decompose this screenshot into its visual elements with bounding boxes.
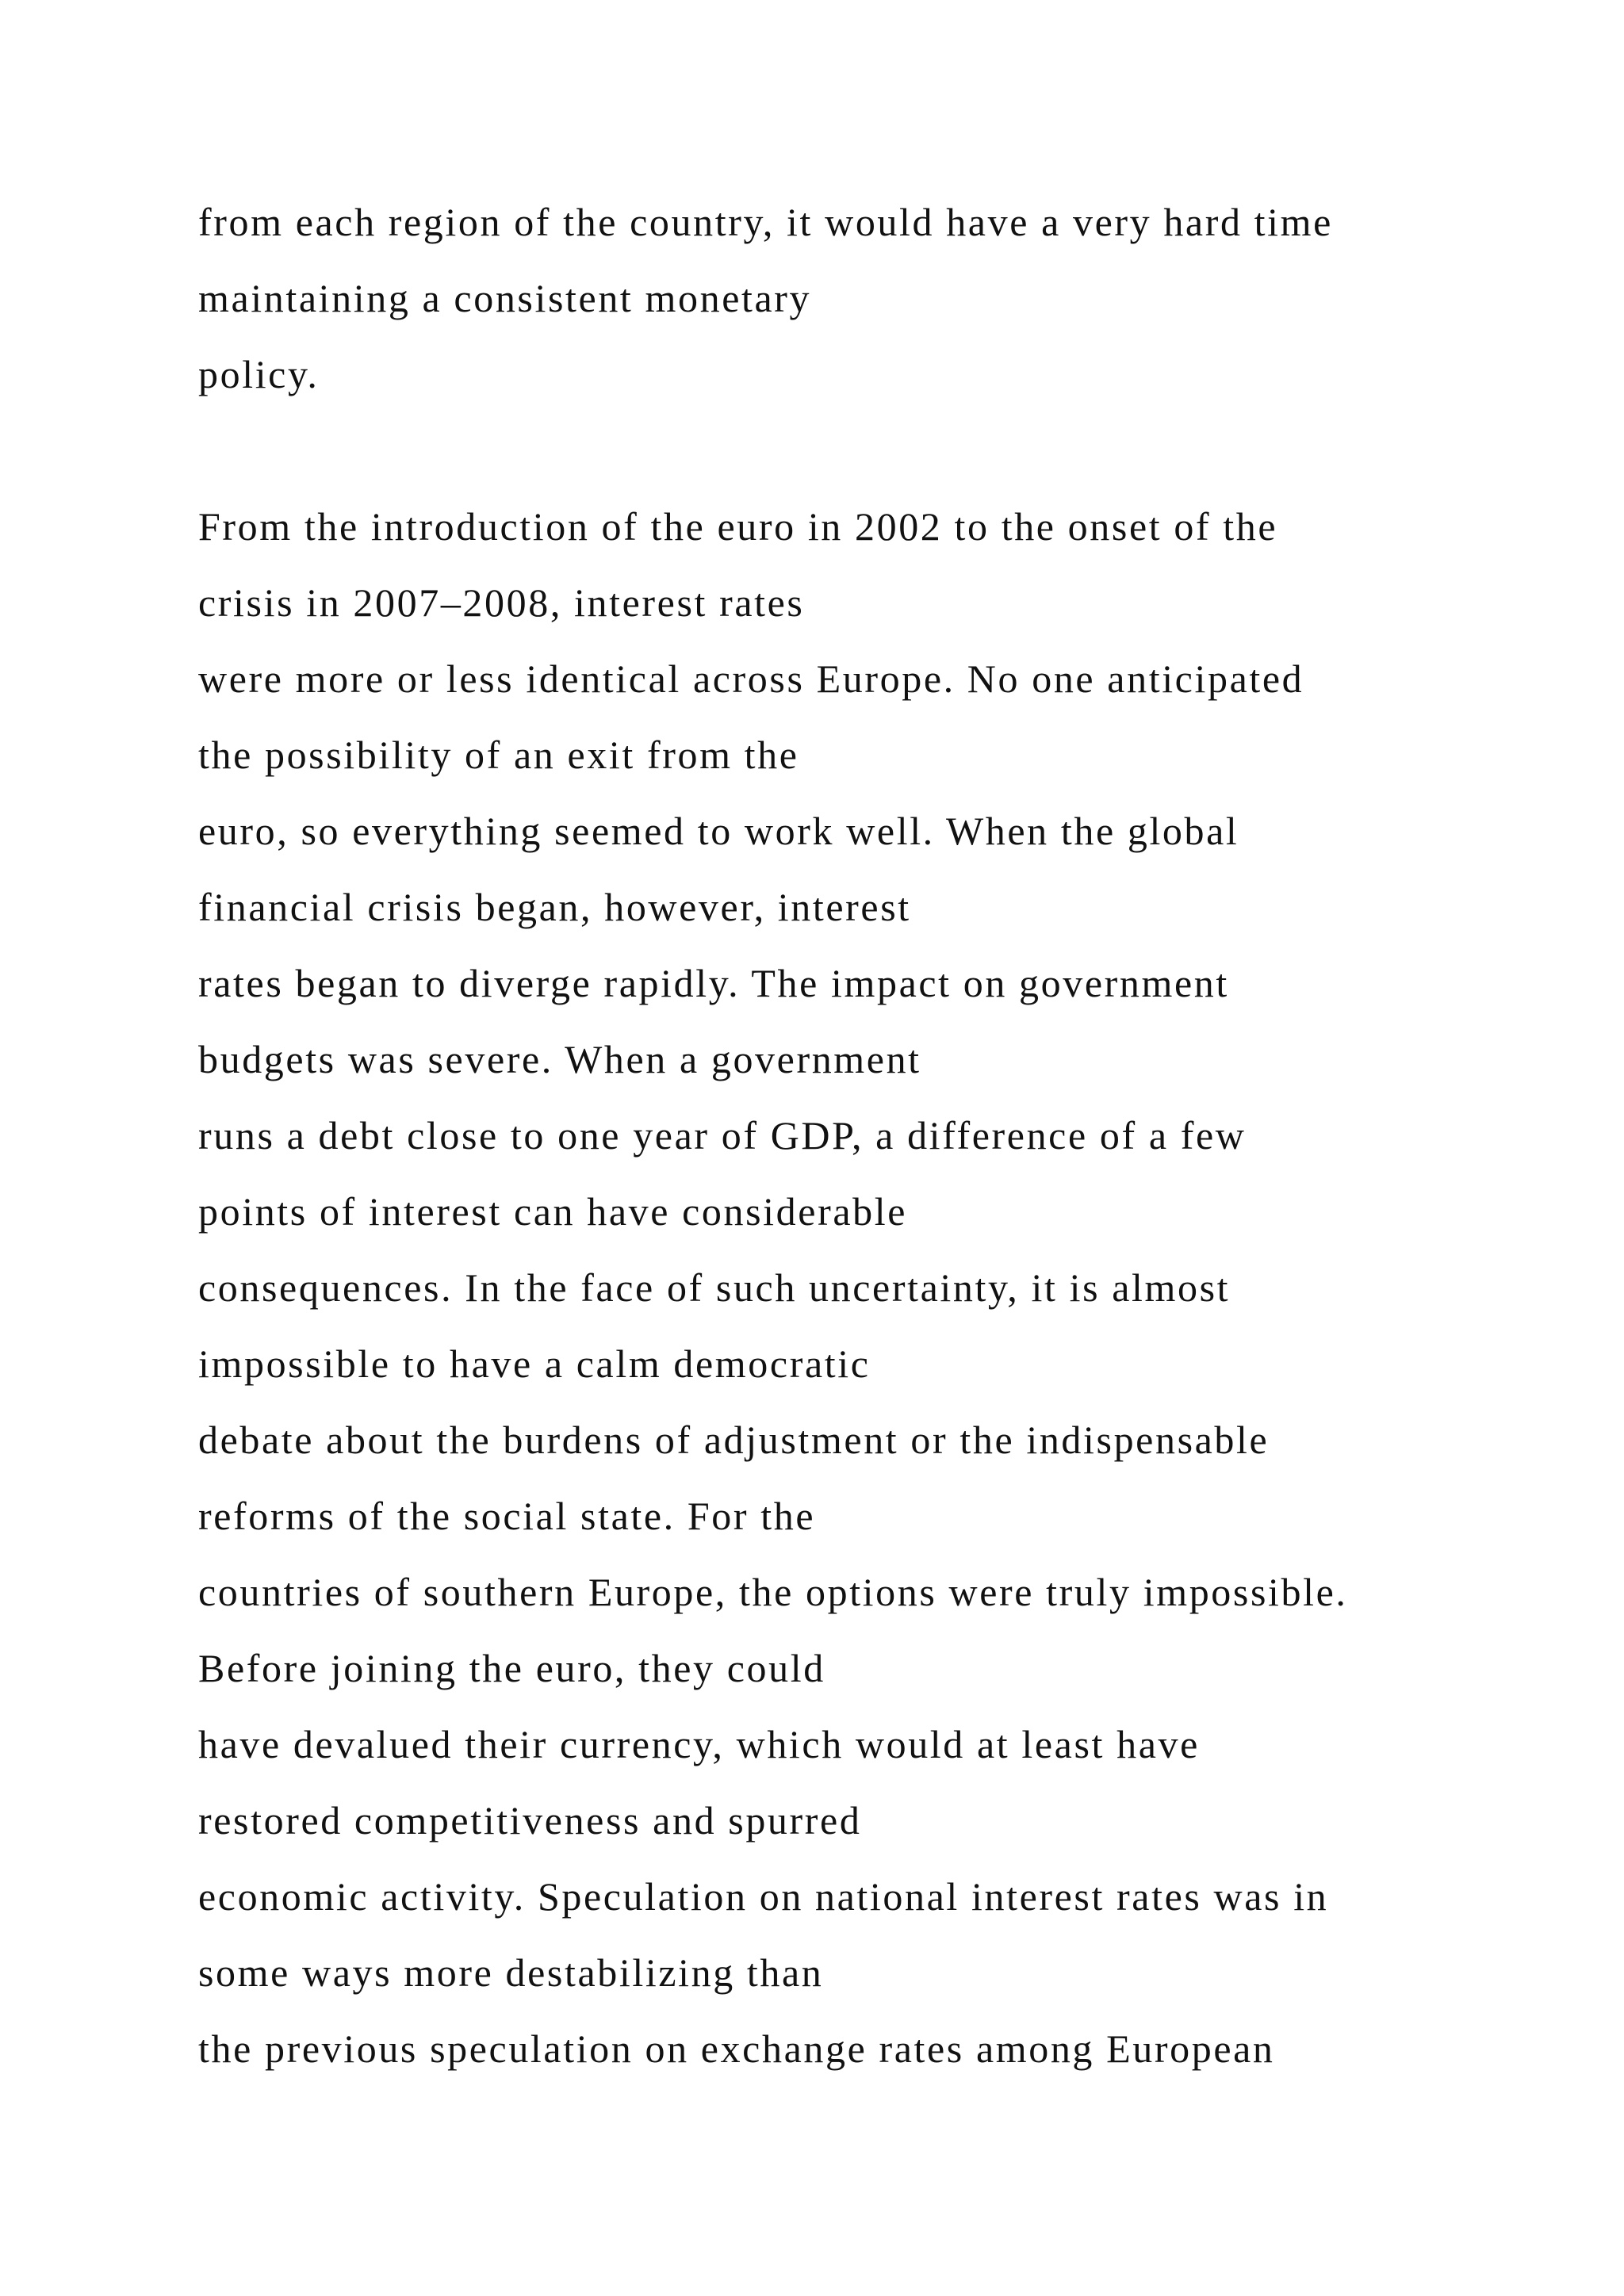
paragraph-1 [198,184,1594,412]
text-line: crisis in 2007–2008, interest rates [198,580,805,625]
text-line: were more or less identical across Europe. No one anticipated [198,656,1304,701]
text-line: some ways more destabilizing than [198,1950,824,1995]
text-line: restored competitiveness and spurred [198,1798,862,1843]
paragraph-2 [198,488,1594,2087]
text-line: economic activity. Speculation on national interest rates was in [198,1874,1329,1919]
text-line: consequences. In the face of such uncertainty, it is almost [198,1265,1231,1310]
text-line: the possibility of an exit from the [198,733,799,777]
text-line: runs a debt close to one year of GDP, a difference of a few [198,1113,1247,1158]
text-line: from each region of the country, it would have a very hard time [198,200,1333,244]
text-line: financial crisis began, however, interest [198,885,911,929]
paragraph-spacer [198,412,1594,488]
body-text [198,184,1594,2087]
text-line: debate about the burdens of adjustment or the indispensable [198,1418,1270,1462]
text-line: have devalued their currency, which would at least have [198,1722,1200,1766]
text-line: From the introduction of the euro in 2002 to the onset of the [198,504,1278,549]
text-line: euro, so everything seemed to work well. When the global [198,809,1239,853]
text-line: Before joining the euro, they could [198,1646,825,1690]
text-line: maintaining a consistent monetary [198,276,812,320]
text-line: policy. [198,352,320,396]
text-line: impossible to have a calm democratic [198,1341,871,1386]
text-line: the previous speculation on exchange rates among European [198,2026,1275,2071]
text-line: reforms of the social state. For the [198,1494,816,1538]
text-line: countries of southern Europe, the options were truly impossible. [198,1570,1348,1614]
text-line: budgets was severe. When a government [198,1037,921,1081]
text-line: points of interest can have considerable [198,1189,907,1234]
text-line: rates began to diverge rapidly. The impact on government [198,961,1229,1005]
